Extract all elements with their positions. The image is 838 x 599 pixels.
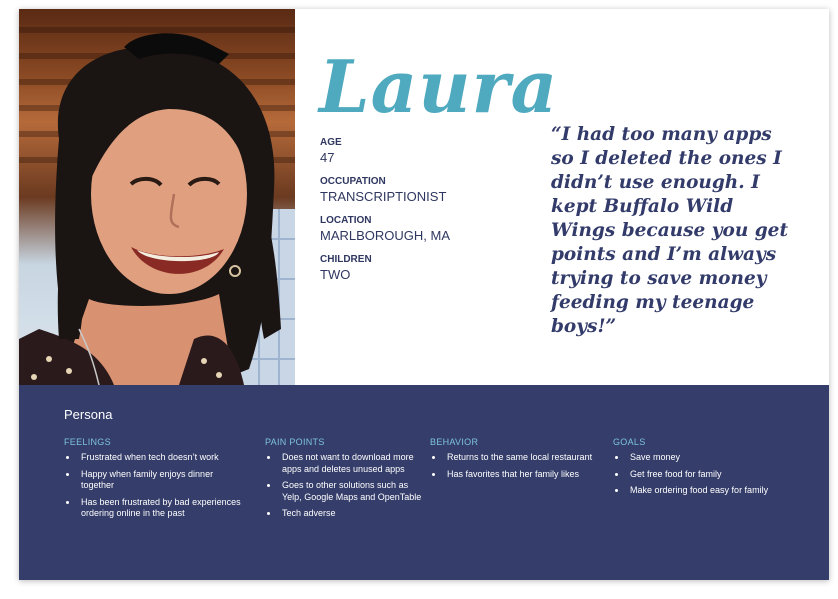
column-title: FEELINGS xyxy=(64,437,111,447)
list-item: Save money xyxy=(613,452,813,464)
column-title: GOALS xyxy=(613,437,646,447)
fact-age xyxy=(320,136,530,166)
column-behavior xyxy=(430,437,595,485)
fact-label: LOCATION xyxy=(320,215,372,226)
persona-facts xyxy=(320,136,530,292)
fact-children xyxy=(320,253,530,283)
fact-label: AGE xyxy=(320,137,342,148)
fact-value: MARLBOROUGH, MA xyxy=(320,228,451,243)
list-item: Does not want to download more apps and deletes unused apps xyxy=(265,452,430,475)
goals-list xyxy=(613,452,813,497)
list-item: Happy when family enjoys dinner together xyxy=(64,469,244,492)
persona-card xyxy=(19,9,829,580)
column-title: PAIN POINTS xyxy=(265,437,325,447)
list-item: Has been frustrated by bad experiences ordering online in the past xyxy=(64,497,244,520)
list-item: Has favorites that her family likes xyxy=(430,469,595,481)
list-item: Frustrated when tech doesn’t work xyxy=(64,452,244,464)
column-pain-points xyxy=(265,437,430,525)
pain-points-list xyxy=(265,452,430,520)
column-title: BEHAVIOR xyxy=(430,437,479,447)
fact-label: OCCUPATION xyxy=(320,176,386,187)
feelings-list xyxy=(64,452,244,520)
list-item: Make ordering food easy for family xyxy=(613,485,813,497)
behavior-list xyxy=(430,452,595,480)
fact-value: TRANSCRIPTIONIST xyxy=(320,189,447,204)
column-goals xyxy=(613,437,813,502)
section-title: Persona xyxy=(64,407,113,422)
list-item: Get free food for family xyxy=(613,469,813,481)
persona-details-panel xyxy=(19,385,829,580)
fact-occupation xyxy=(320,175,530,205)
list-item: Returns to the same local restaurant xyxy=(430,452,595,464)
list-item: Tech adverse xyxy=(265,508,430,520)
fact-value: 47 xyxy=(320,150,335,165)
list-item: Goes to other solutions such as Yelp, Google Maps and OpenTable xyxy=(265,480,430,503)
fact-label: CHILDREN xyxy=(320,254,372,265)
column-feelings xyxy=(64,437,244,525)
fact-location xyxy=(320,214,530,244)
persona-quote: “I had too many apps so I deleted the ones I didn’t use enough. I kept Buffalo Wild Wings because you get points and I’m always trying to save money feeding my teenage boys!” xyxy=(551,124,788,337)
fact-value: TWO xyxy=(320,267,351,282)
persona-name: Laura xyxy=(319,44,559,129)
persona-photo xyxy=(19,9,295,385)
